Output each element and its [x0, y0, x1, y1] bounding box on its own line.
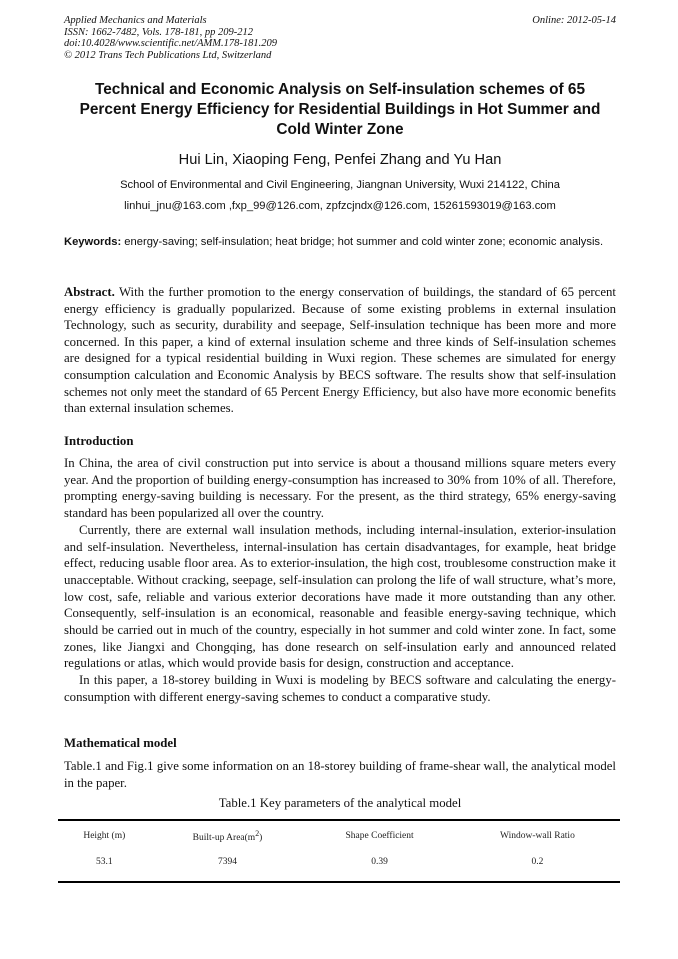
title-line-2: Percent Energy Efficiency for Residential Buildings in Hot Summer and [79, 101, 601, 118]
introduction-body [64, 455, 616, 706]
copyright-line: © 2012 Trans Tech Publications Ltd, Switzerland [64, 49, 272, 61]
cell-built-up-area: 7394 [217, 857, 237, 867]
paper-title [64, 80, 616, 140]
header-built-up-area [151, 820, 305, 849]
header-area-close: ) [259, 833, 263, 844]
header-height: Height (m) [83, 831, 126, 841]
affiliation: School of Environmental and Civil Engineering, Jiangnan University, Wuxi 214122, China [120, 179, 560, 191]
online-date: Online: 2012-05-14 [532, 15, 616, 26]
title-line-3: Cold Winter Zone [276, 121, 404, 138]
paragraph: Currently, there are external wall insulation methods, including internal-insulation, exterior-insulation and self-insulation. Nevertheless, internal-insulation has certain disadvantages, for example, heat bridge effect, reducing usable floor area. As to exterior-insulation, the high cost, troublesome construction make it unacceptable. Without cracking, seepage, self-insulation can prolong the life of wall structure, what’s more, low cost, safe, reliable and various exterior decorations have made it more outstanding than any other. Consequently, self-insulation is an economical, reasonable and feasible energy-saving technique, which should be carried out in much of the country, especially in hot summer and cold winter zone. In fact, some zones, like Jiangxi and Chongqing, has done research on self-insulation early and announced related regulations or atlas, which would provide basis for design, construction and acceptance. [64, 522, 616, 671]
paragraph: In this paper, a 18-storey building in Wuxi is modeling by BECS software and calculating the energy-consumption with different energy-saving schemes to conduct a comparative study. [64, 673, 616, 704]
abstract-label: Abstract. [64, 285, 115, 299]
table-caption: Table.1 Key parameters of the analytical model [218, 796, 462, 810]
title-line-1: Technical and Economic Analysis on Self-insulation schemes of 65 [94, 81, 586, 98]
cell-height: 53.1 [95, 857, 113, 867]
header-window-wall-ratio: Window-wall Ratio [500, 831, 575, 841]
authors: Hui Lin, Xiaoping Feng, Penfei Zhang and Yu Han [178, 152, 502, 168]
header-area-superscript: 2 [255, 828, 260, 838]
header-area-text: Built-up Area(m [192, 833, 256, 844]
header-shape-coefficient: Shape Coefficient [345, 831, 414, 841]
paragraph: Table.1 and Fig.1 give some information on an 18-storey building of frame-shear wall, the analytical model in the paper. [64, 759, 616, 790]
doi-line: doi:10.4028/www.scientific.net/AMM.178-181.209 [64, 38, 277, 49]
abstract-text: With the further promotion to the energy conservation of buildings, the standard of 65 percent energy efficiency is gradually popularized. Because of some existing problems in external insulation Technology, such as security, durability and seepage, Self-insulation technique has been more and more concerned. In this paper, a kind of external insulation scheme and three kinds of Self-insulation schemes are designed for a typical residential building in Wuxi region. These schemes are simulated for energy consumption calculation and Economic Analysis by BECS software. The results show that self-insulation schemes not only meet the standard of 65 Percent Energy Efficiency, but also have more economic benefits than external insulation schemes. [64, 285, 616, 416]
section-heading-mathematical-model: Mathematical model [64, 736, 177, 750]
cell-shape-coefficient: 0.39 [371, 857, 388, 867]
keywords [64, 236, 616, 250]
keywords-label: Keywords: [64, 236, 122, 248]
journal-name: Applied Mechanics and Materials [64, 15, 207, 26]
cell-window-wall-ratio: 0.2 [531, 857, 544, 867]
paragraph: In China, the area of civil construction put into service is about a thousand millions square meters every year. And the proportion of building energy-consumption has increased to 30% from 10% of all. Therefore, prompting energy-saving building is necessary. For the present, as the third strategy, 65% energy-saving standard has been popularized all over the country. [64, 456, 616, 521]
mathematical-model-body [64, 758, 616, 791]
abstract [64, 284, 616, 417]
keywords-text: energy-saving; self-insulation; heat bridge; hot summer and cold winter zone; economic analysis. [121, 236, 604, 248]
page-header [64, 15, 616, 61]
parameters-table [58, 819, 620, 883]
issn-line: ISSN: 1662-7482, Vols. 178-181, pp 209-212 [64, 26, 253, 38]
table-row [58, 849, 620, 882]
author-emails: linhui_jnu@163.com ,fxp_99@126.com, zpfzcjndx@126.com, 15261593019@163.com [124, 200, 556, 212]
section-heading-introduction: Introduction [64, 434, 134, 448]
table-header-row [58, 820, 620, 849]
